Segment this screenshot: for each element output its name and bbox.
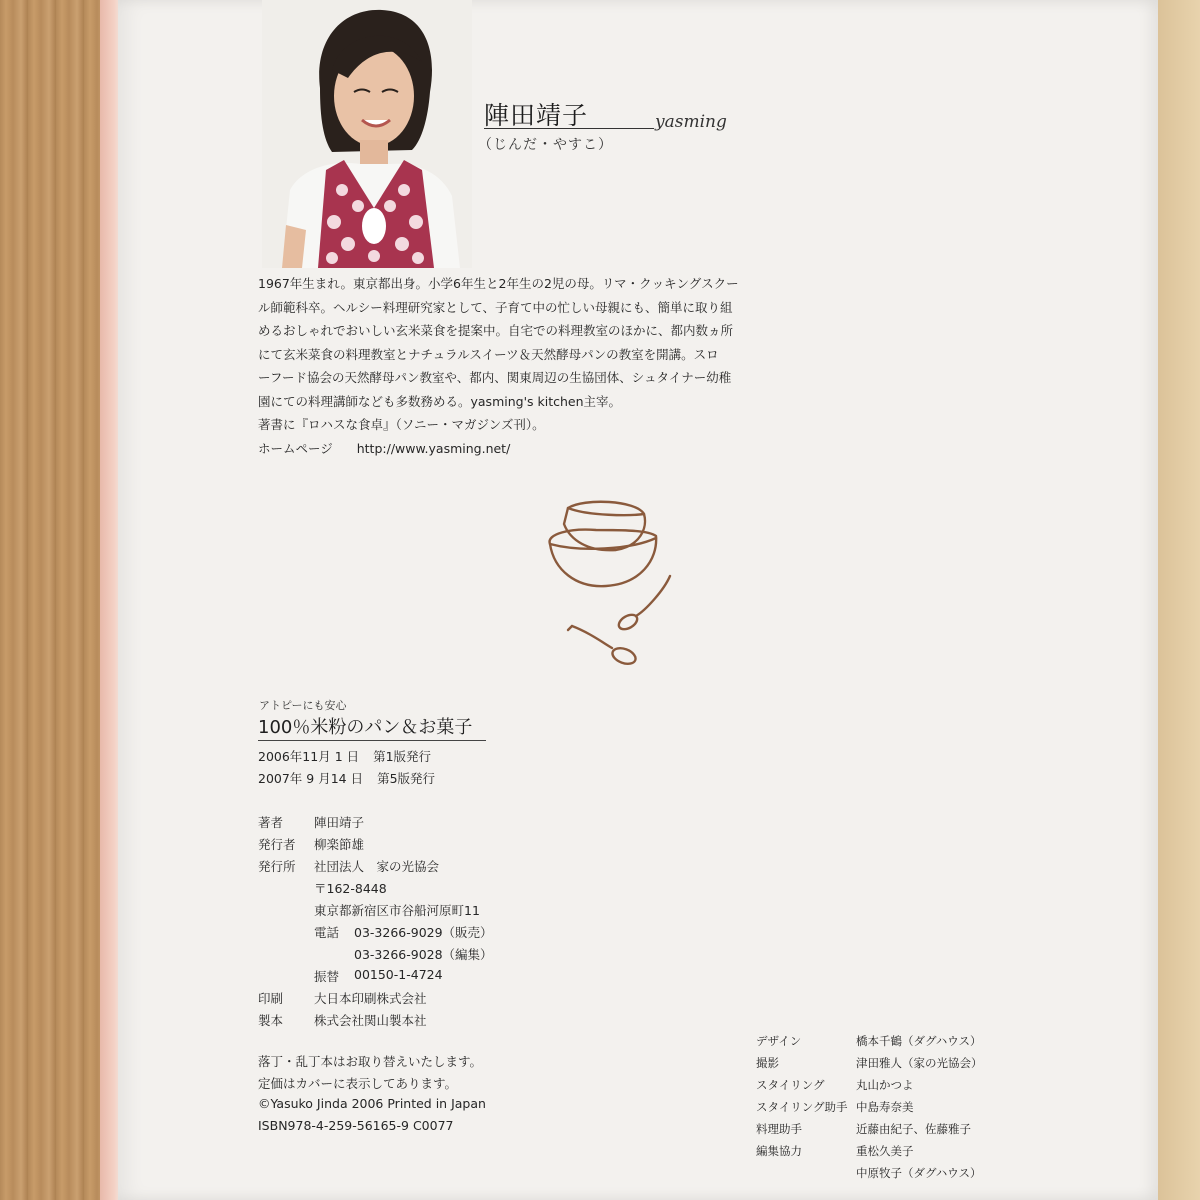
author-name: 陣田靖子	[484, 101, 589, 130]
credit-role: 編集協力	[756, 1144, 802, 1158]
bio-line: めるおしゃれでおいしい玄米菜食を提案中。自宅での料理教室のほかに、都内数ヵ所	[258, 323, 734, 338]
author-kana: （じんだ・やすこ）	[478, 137, 613, 153]
bio-line: 著書に『ロハスな食卓』（ソニー・マガジンズ刊）。	[258, 417, 545, 432]
author-value: 陣田靖子	[314, 815, 365, 830]
credit-name: 丸山かつよ	[856, 1078, 914, 1092]
credit-name: 津田雅人（家の光協会）	[856, 1056, 983, 1070]
author-romaji: yasming	[655, 112, 727, 132]
bio-line: にて玄米菜食の料理教室とナチュラルスイーツ＆天然酵母パンの教室を開講。スロ	[258, 346, 719, 362]
bio-line: ル師範科卒。ヘルシー料理研究家として、子育て中の忙しい母親にも、簡単に取り組	[258, 299, 733, 315]
tel-label: 電話	[314, 925, 340, 940]
postal-code: 〒162-8448	[314, 881, 387, 896]
credit-name: 近藤由紀子、佐藤雅子	[856, 1122, 971, 1136]
isbn-line: ISBN978-4-259-56165-9 C0077	[258, 1118, 454, 1133]
edition-row	[258, 769, 435, 787]
book-subtitle: アトピーにも安心	[259, 699, 347, 712]
credit-name: 重松久美子	[856, 1144, 914, 1158]
note-line: 定価はカバーに表示してあります。	[258, 1076, 458, 1091]
tel-sales: 03-3266-9029（販売）	[354, 925, 493, 940]
tel-edit: 03-3266-9028（編集）	[354, 947, 493, 962]
edition-label: 第1版発行	[373, 749, 432, 764]
printer-label: 印刷	[258, 991, 284, 1006]
credit-role: スタイリング助手	[756, 1100, 848, 1114]
printer-value: 大日本印刷株式会社	[314, 991, 427, 1006]
credit-role: スタイリング	[756, 1078, 825, 1092]
credit-role: 撮影	[756, 1056, 779, 1070]
bowls-and-spoons-icon	[540, 494, 690, 674]
address: 東京都新宿区市谷船河原町11	[314, 903, 480, 918]
credit-name: 橋本千鶴（ダグハウス）	[856, 1034, 982, 1048]
publisher-value: 社団法人 家の光協会	[314, 859, 440, 874]
author-photo	[262, 0, 472, 268]
homepage-label: ホームページ	[258, 440, 333, 456]
author-name-rule	[484, 128, 654, 129]
bio-line: 1967年生まれ。東京都出身。小学6年生と2年生の2児の母。リマ・クッキングスクー	[258, 276, 739, 291]
bio-line: 園にての料理講師なども多数務める。yasming's kitchen主宰。	[258, 393, 622, 409]
credit-role: デザイン	[756, 1034, 802, 1048]
edition-date: 2007年 9 月14 日	[258, 771, 364, 786]
title-rule	[258, 740, 486, 741]
credit-name: 中原牧子（ダグハウス）	[856, 1166, 982, 1180]
homepage-url[interactable]: http://www.yasming.net/	[356, 440, 511, 456]
note-line: 落丁・乱丁本はお取り替えいたします。	[258, 1054, 483, 1069]
edition-date: 2006年11月 1 日	[258, 749, 360, 764]
edition-row	[258, 747, 431, 765]
transfer-value: 00150-1-4724	[354, 967, 443, 982]
author-bio	[258, 272, 818, 460]
issuer-label: 発行者	[258, 837, 296, 852]
credit-name: 中島寿奈美	[856, 1100, 914, 1114]
transfer-label: 振替	[314, 969, 340, 984]
edition-label: 第5版発行	[377, 771, 436, 786]
issuer-value: 柳楽節雄	[314, 837, 365, 852]
copyright-line: ©Yasuko Jinda 2006 Printed in Japan	[258, 1096, 486, 1111]
book-title: 100％米粉のパン＆お菓子	[258, 717, 473, 738]
bio-line: ーフード協会の天然酵母パン教室や、都内、関東周辺の生協団体、シュタイナー幼稚	[258, 370, 732, 385]
binding-label: 製本	[258, 1013, 284, 1028]
binding-value: 株式会社関山製本社	[314, 1013, 427, 1028]
author-label: 著者	[258, 815, 284, 830]
homepage-line	[258, 437, 818, 461]
credit-role: 料理助手	[756, 1122, 802, 1136]
publisher-label: 発行所	[258, 859, 296, 874]
